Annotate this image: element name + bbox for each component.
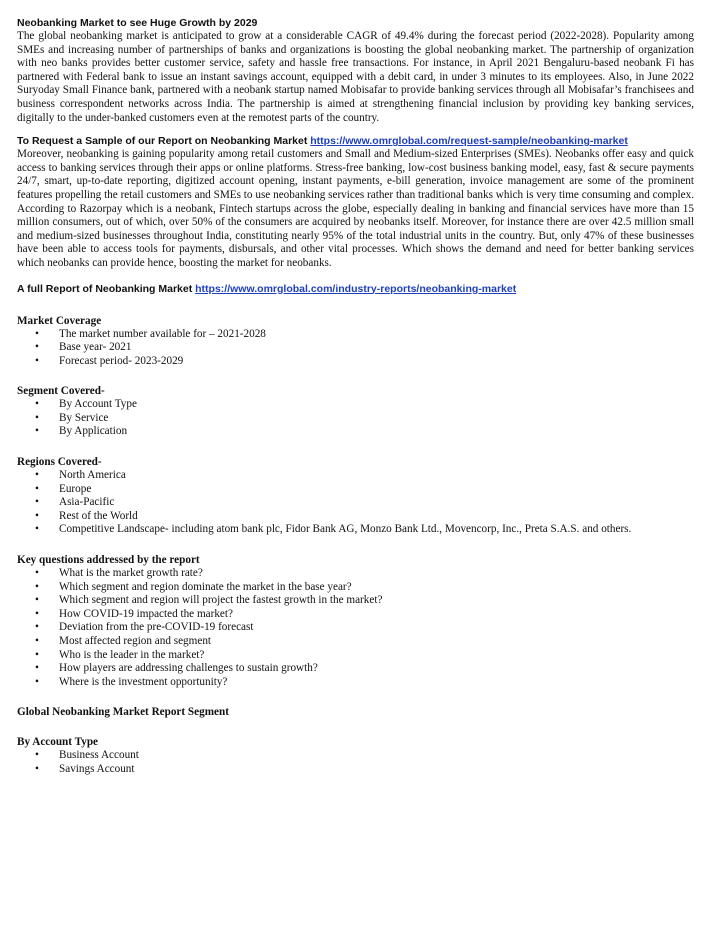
bullet-icon: •: [35, 662, 39, 675]
list-item: • Competitive Landscape- including atom bank plc, Fidor Bank AG, Monzo Bank Ltd., Movencorp, Inc., Preta S.A.S. and others.: [35, 523, 632, 536]
list-item: • Asia-Pacific: [35, 496, 115, 509]
list-item: • Europe: [35, 482, 92, 495]
segment-covered-list: [17, 398, 694, 439]
bullet-icon: •: [35, 621, 39, 634]
list-item: • Who is the leader in the market?: [35, 648, 205, 661]
segment-covered-heading: Segment Covered-: [17, 385, 105, 398]
full-report-line: [17, 282, 694, 296]
regions-covered-heading: Regions Covered-: [17, 456, 102, 469]
bullet-icon: •: [35, 482, 39, 495]
list-item: • By Service: [35, 411, 109, 424]
market-coverage-list: [17, 328, 694, 369]
bullet-icon: •: [35, 635, 39, 647]
bullet-icon: •: [35, 341, 39, 354]
report-segment-heading: Global Neobanking Market Report Segment: [17, 706, 229, 719]
by-account-type-heading: By Account Type: [17, 736, 99, 749]
bullet-icon: •: [35, 425, 39, 438]
bullet-icon: •: [35, 354, 39, 367]
list-item: • Business Account: [35, 749, 139, 762]
list-item: • By Application: [35, 425, 128, 438]
list-item: • Most affected region and segment: [35, 635, 212, 647]
document-title: Neobanking Market to see Huge Growth by 2029: [17, 17, 258, 29]
bullet-icon: •: [35, 496, 39, 509]
bullet-icon: •: [35, 648, 39, 661]
bullet-icon: •: [35, 327, 39, 340]
list-item: • North America: [35, 469, 126, 482]
key-questions-list: [17, 567, 694, 689]
bullet-icon: •: [35, 675, 39, 688]
list-item: • The market number available for – 2021-2028: [35, 327, 266, 340]
bullet-icon: •: [35, 749, 39, 762]
full-report-label: A full Report of Neobanking Market: [17, 282, 193, 295]
bullet-icon: •: [35, 594, 39, 607]
bullet-icon: •: [35, 469, 39, 482]
key-questions-heading: Key questions addressed by the report: [17, 554, 200, 567]
bullet-icon: •: [35, 762, 39, 775]
intro-paragraph: [17, 30, 694, 125]
list-item: • Rest of the World: [35, 509, 138, 522]
list-item: • Deviation from the pre-COVID-19 forecast: [35, 621, 254, 634]
market-coverage-heading: Market Coverage: [17, 314, 102, 327]
list-item: • Base year- 2021: [35, 341, 132, 354]
full-report-link[interactable]: https://www.omrglobal.com/industry-reports/neobanking-market: [195, 282, 517, 295]
sample-request-link[interactable]: https://www.omrglobal.com/request-sample/neobanking-market: [310, 135, 628, 148]
list-item: • By Account Type: [35, 398, 137, 411]
market-drivers-paragraph: Moreover, neobanking is gaining popularity among retail customers and Small and Medium-sized Enterprises (SMEs). Neobanks offer easy and quick access to banking services through their apps or online platforms. Stress-free banking, low-cost business banking model, easy, fast & secure payments 24/7, smart, up-to-date reporting, digitized account opening, instant payments, e-bill generation, invoice management are some of the prominent features propelling the retail customers and SMEs to use neobanking services rather than traditional banks which is very time consuming and complex. According to Razorpay which is a neobank, Fintech startups across the globe, especially dealing in banking and financial services have more than 15 million consumers, out of which, over 50% of the consumers are acquired by neobanks itself. Moreover, for instance there are over 42.5 million small and medium-sized businesses throughout India, constituting nearly 95% of the total industrial units in the country. But, only 47% of these businesses have been able to access tools for payments, disbursals, and other vital processes. Which shows the demand and need for better banking services which neobanks can provide hence, boosting the market for neobanks.: [17, 148, 694, 269]
list-item: • Which segment and region dominate the market in the base year?: [35, 580, 352, 593]
bullet-icon: •: [35, 411, 39, 424]
list-item: • Forecast period- 2023-2029: [35, 354, 184, 367]
bullet-icon: •: [35, 607, 39, 620]
bullet-icon: •: [35, 398, 39, 411]
sample-request-label: To Request a Sample of our Report on Neobanking Market: [17, 135, 308, 148]
list-item: • How players are addressing challenges to sustain growth?: [35, 662, 318, 675]
bullet-icon: •: [35, 523, 39, 536]
list-item: • Savings Account: [35, 762, 135, 775]
bullet-icon: •: [35, 509, 39, 522]
list-item: • Which segment and region will project the fastest growth in the market?: [35, 594, 383, 607]
sample-request-line: [17, 134, 694, 148]
list-item: • What is the market growth rate?: [35, 567, 203, 580]
list-item: • How COVID-19 impacted the market?: [35, 607, 233, 620]
bullet-icon: •: [35, 580, 39, 593]
regions-covered-list: [17, 469, 694, 537]
list-item: • Where is the investment opportunity?: [35, 675, 228, 688]
by-account-type-list: [17, 749, 694, 776]
bullet-icon: •: [35, 567, 39, 580]
intro-text: The global neobanking market is anticipated to grow at a considerable CAGR of 49.4% during the forecast period (2022-2028). Popularity among SMEs and increasing number of partnerships of banks and organizations is boosting the global neobanking market. The partnership of organization with neo banks provides better customer service, safety and hassle free transactions. For instance, in April 2021 Bengaluru-based neobank Fi has partnered with Federal bank to issue an instant savings account, equipped with a debit card, in under 3 minutes to its employees. Also, in June 2022 Suryoday Small Finance bank, partnered with a neobank startup named Mobisafar to provide banking services through all Mobisafar’s franchisees and business correspondent networks across India. The partnership is aimed at strengthening financial inclusion by providing key banking services, digitally to the under-banked customers even at the remotest parts of the country.: [17, 30, 694, 124]
